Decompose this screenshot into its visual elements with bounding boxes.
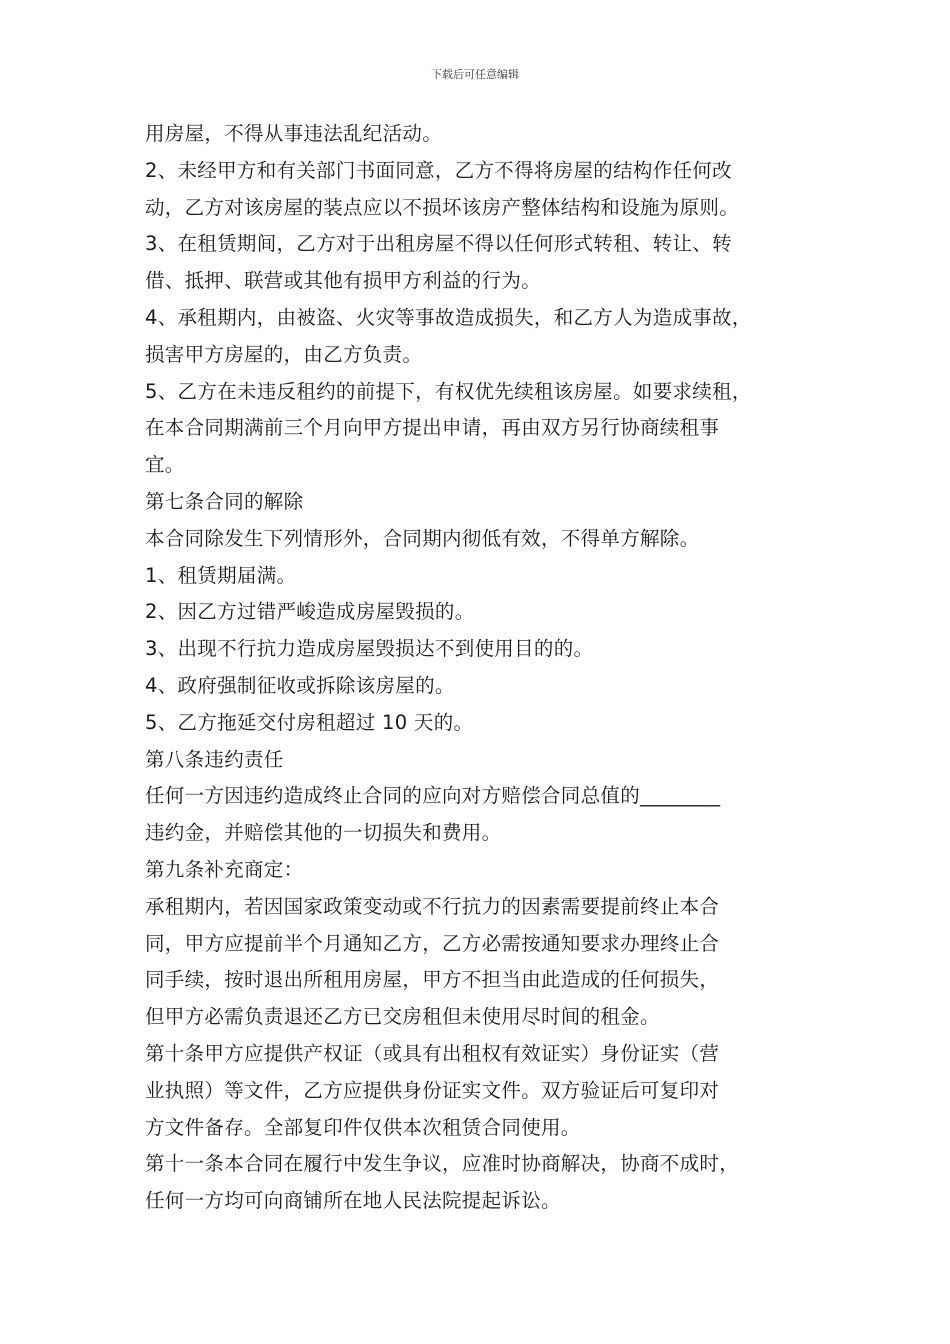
text-line: 同，甲方应提前半个月通知乙方，乙方必需按通知要求办理终止合 (145, 931, 720, 955)
text-line: 4、承租期内，由被盗、火灾等事故造成损失，和乙方人为造成事故， (145, 305, 752, 329)
text-line: 2、未经甲方和有关部门书面同意，乙方不得将房屋的结构作任何改 (145, 158, 732, 182)
text-line: 方文件备存。全部复印件仅供本次租赁合同使用。 (145, 1115, 581, 1139)
text-line: 同手续，按时退出所租用房屋，甲方不担当由此造成的任何损失， (145, 968, 720, 992)
text-line: 在本合同期满前三个月向甲方提出申请，再由双方另行协商续租事 (145, 416, 720, 440)
text-line: 动，乙方对该房屋的装点应以不损坏该房产整体结构和设施为原则。 (145, 195, 740, 219)
text-line: 第十一条本合同在履行中发生争议，应准时协商解决，协商不成时， (145, 1152, 740, 1176)
text-line: 2、因乙方过错严峻造成房屋毁损的。 (145, 600, 475, 624)
text-line: 任何一方因违约造成终止合同的应向对方赔偿合同总值的________ (145, 784, 721, 808)
text-line: 用房屋，不得从事违法乱纪活动。 (145, 122, 443, 145)
text-line: 3、在租赁期间，乙方对于出租房屋不得以任何形式转租、转让、转 (145, 232, 732, 256)
text-line: 承租期内，若因国家政策变动或不行抗力的因素需要提前终止本合 (145, 894, 720, 918)
text-line: 但甲方必需负责退还乙方已交房租但未使用尽时间的租金。 (145, 1005, 660, 1029)
section-heading: 第八条违约责任 (145, 747, 284, 771)
text-line: 业执照）等文件，乙方应提供身份证实文件。双方验证后可复印对 (145, 1078, 720, 1102)
text-line: 违约金，并赔偿其他的一切损失和费用。 (145, 821, 502, 845)
text-line: 宜。 (145, 453, 185, 477)
section-heading: 第七条合同的解除 (145, 489, 304, 513)
text-line: 本合同除发生下列情形外，合同期内彻低有效，不得单方解除。 (145, 526, 700, 550)
text-line: 借、抵押、联营或其他有损甲方利益的行为。 (145, 269, 542, 293)
page-header: 下载后可任意编辑 (431, 68, 519, 81)
text-line: 损害甲方房屋的，由乙方负责。 (145, 342, 423, 366)
text-line: 3、出现不行抗力造成房屋毁损达不到使用目的的。 (145, 637, 594, 661)
text-line: 第十条甲方应提供产权证（或具有出租权有效证实）身份证实（营 (145, 1041, 720, 1065)
text-line: 1、租赁期届满。 (145, 563, 297, 587)
text-line: 4、政府强制征收或拆除该房屋的。 (145, 673, 455, 697)
text-line: 5、乙方在未违反租约的前提下，有权优先续租该房屋。如要求续租， (145, 379, 752, 403)
text-line: 任何一方均可向商铺所在地人民法院提起诉讼。 (145, 1189, 561, 1213)
section-heading: 第九条补充商定： (145, 857, 304, 881)
text-line: 5、乙方拖延交付房租超过 10 天的。 (145, 710, 474, 734)
document-body (145, 116, 825, 1220)
